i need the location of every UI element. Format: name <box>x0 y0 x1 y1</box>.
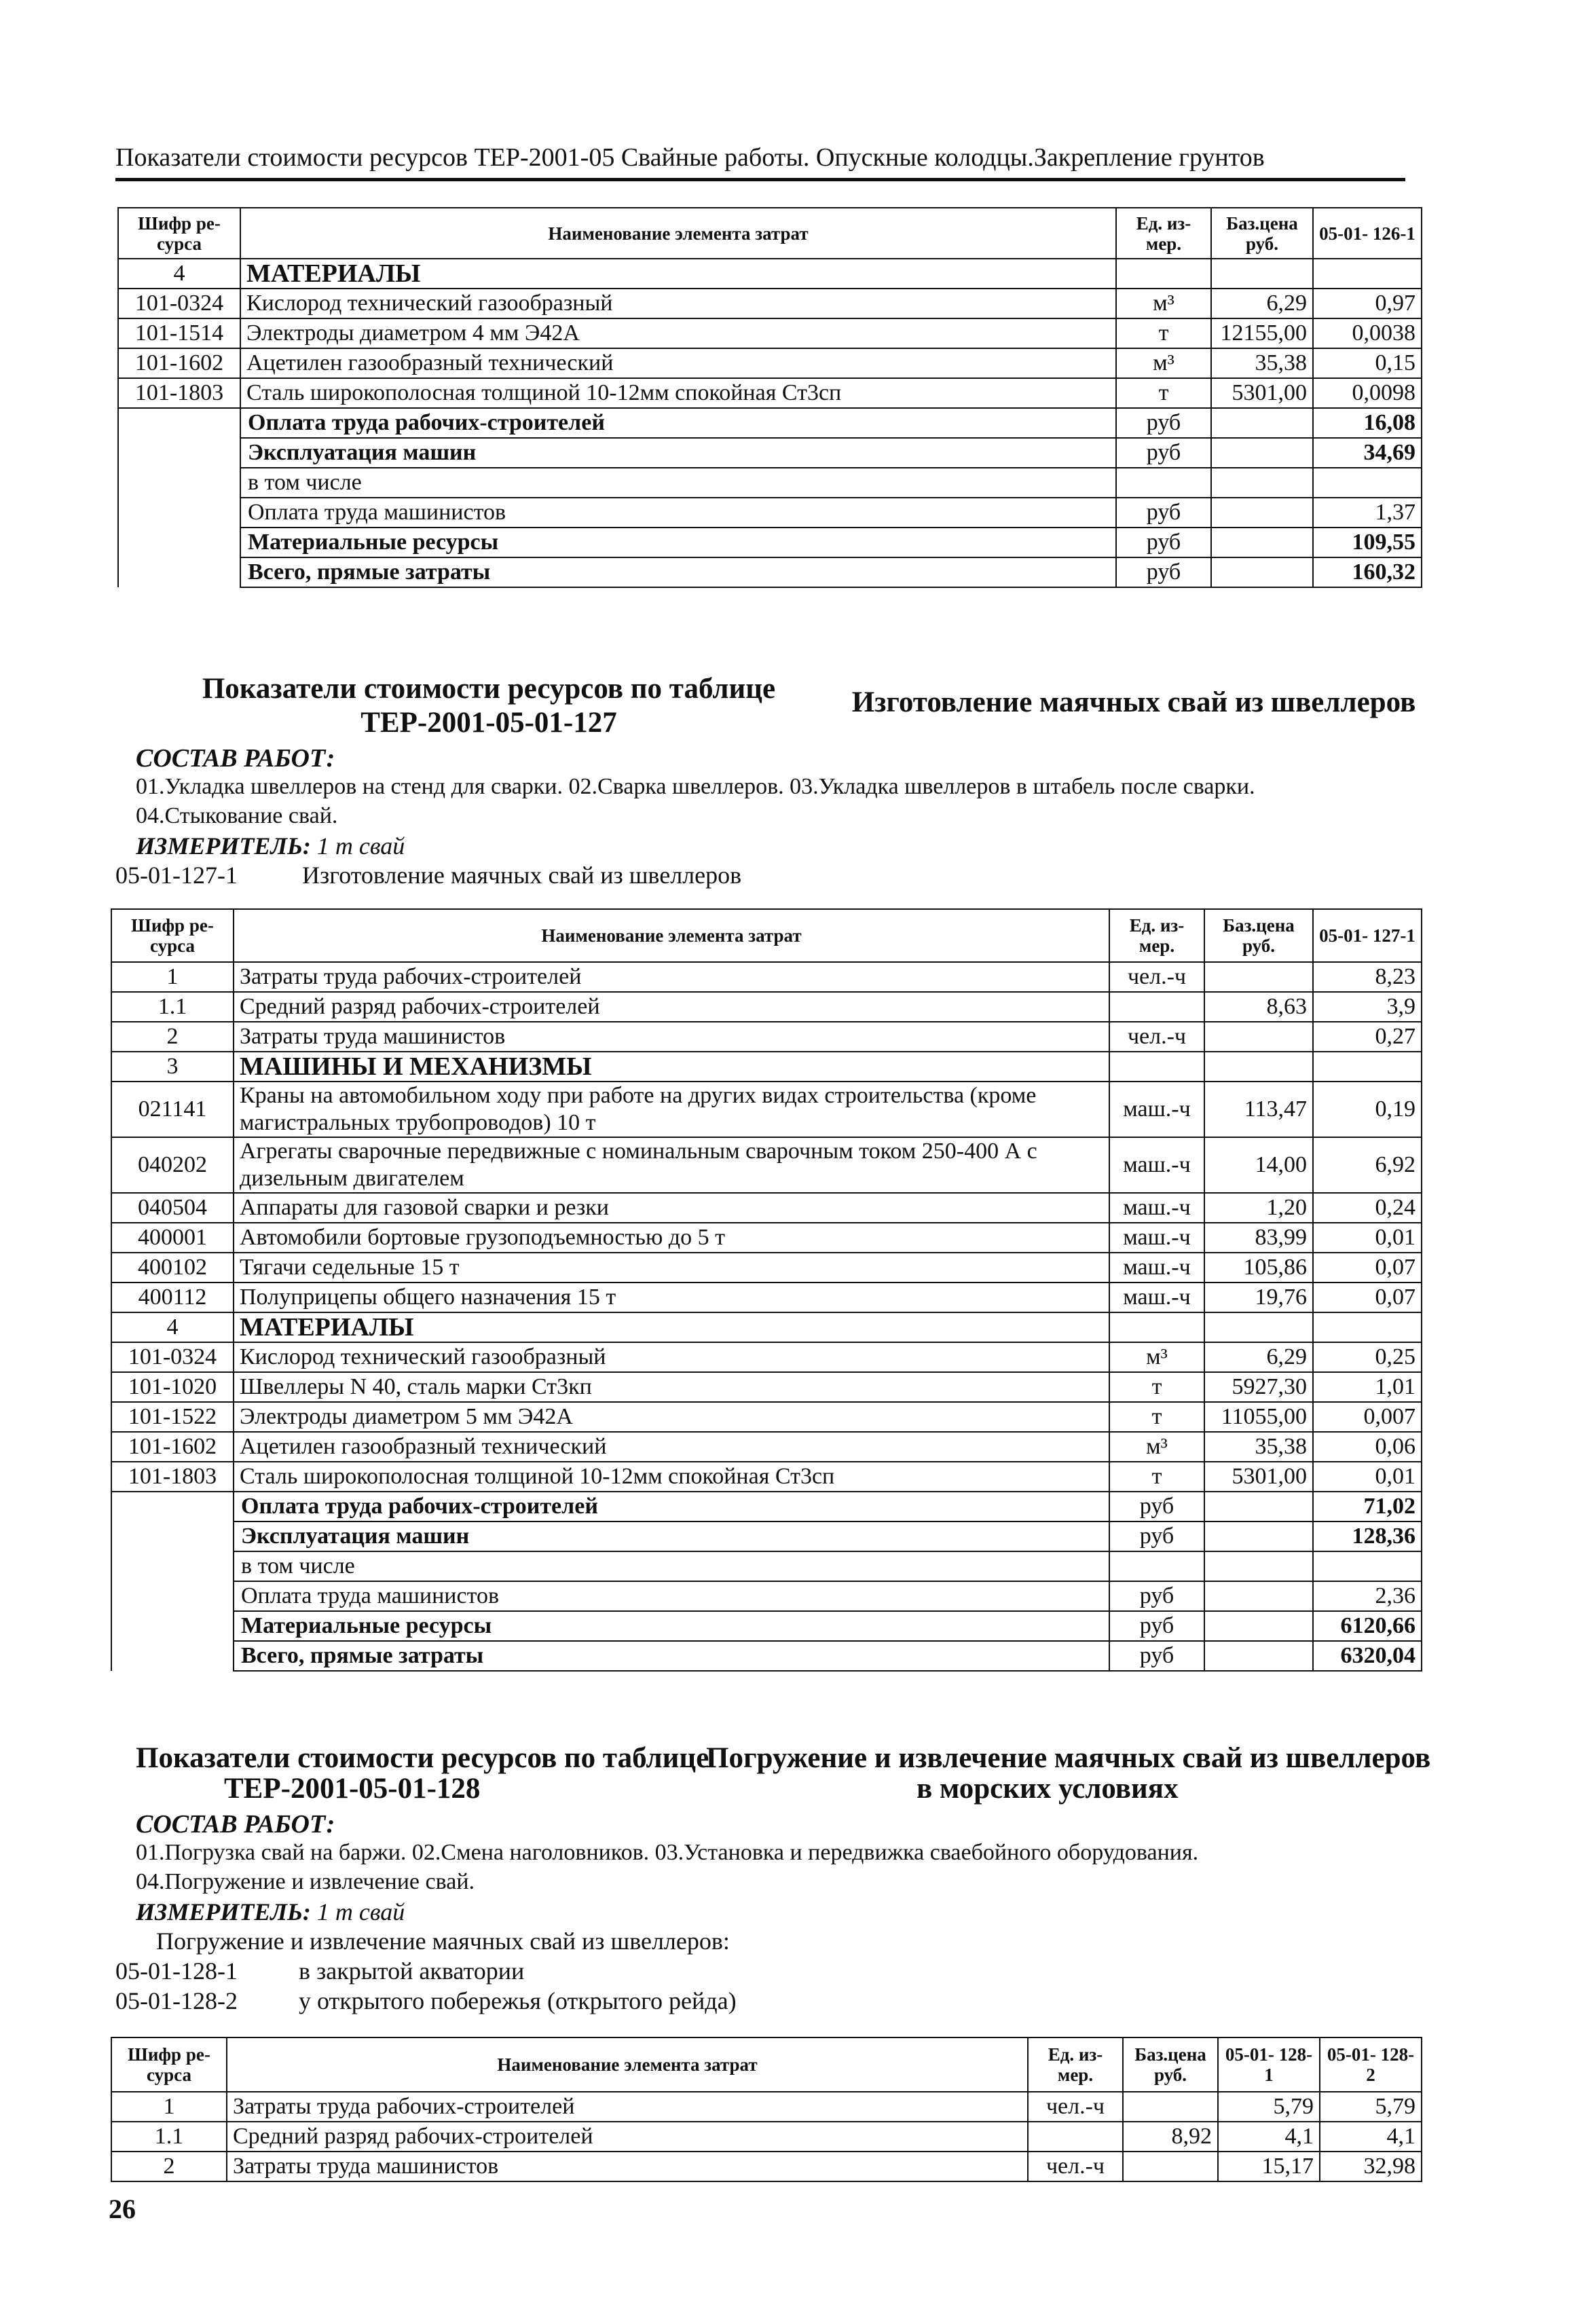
resource-value-1: 5,79 <box>1218 2092 1320 2122</box>
table-row <box>111 962 1422 992</box>
resource-name: Затраты труда машинистов <box>227 2152 1028 2181</box>
col-unit-header: Ед. из- мер. <box>1116 208 1211 259</box>
section-name: МАШИНЫ И МЕХАНИЗМЫ <box>234 1052 1109 1082</box>
resource-value: 3,9 <box>1313 992 1422 1022</box>
resource-unit: т <box>1116 318 1211 348</box>
summary-row <box>111 1492 1422 1521</box>
empty-cell <box>1313 1052 1422 1082</box>
resource-value-2: 5,79 <box>1320 2092 1422 2122</box>
summary-unit: руб <box>1109 1492 1204 1521</box>
resource-code: 101-1803 <box>111 1462 234 1492</box>
empty-cell <box>118 498 240 528</box>
empty-cell <box>1211 528 1313 557</box>
summary-unit: руб <box>1116 498 1211 528</box>
resource-price <box>1123 2152 1218 2181</box>
resource-price <box>1204 962 1313 992</box>
resource-unit: маш.-ч <box>1109 1137 1204 1193</box>
section-row <box>118 259 1422 289</box>
resource-price: 14,00 <box>1204 1137 1313 1193</box>
resource-unit: маш.-ч <box>1109 1082 1204 1137</box>
table-row <box>111 1342 1422 1372</box>
resource-name: Кислород технический газообразный <box>234 1342 1109 1372</box>
resource-value: 8,23 <box>1313 962 1422 992</box>
table-row <box>111 1372 1422 1402</box>
table-row <box>118 378 1422 408</box>
empty-cell <box>111 1521 234 1551</box>
summary-label: Всего, прямые затраты <box>240 557 1116 587</box>
resource-code: 040202 <box>111 1137 234 1193</box>
summary-unit: руб <box>1116 557 1211 587</box>
summary-row <box>111 1551 1422 1581</box>
empty-cell <box>118 438 240 468</box>
resource-unit: м³ <box>1109 1432 1204 1462</box>
section-127-variant-code: 05-01-127-1 <box>115 862 238 889</box>
resource-unit: чел.-ч <box>1109 962 1204 992</box>
empty-cell <box>1204 1492 1313 1521</box>
summary-unit: руб <box>1109 1521 1204 1551</box>
resource-code: 2 <box>111 2152 227 2181</box>
col-name-header: Наименование элемента затрат <box>227 2037 1028 2092</box>
empty-cell <box>118 557 240 587</box>
table-row <box>111 1283 1422 1312</box>
resource-name: Средний разряд рабочих-строителей <box>227 2122 1028 2152</box>
section-127-work-line2: 04.Стыкование свай. <box>136 803 338 828</box>
summary-row <box>118 438 1422 468</box>
section-name: МАТЕРИАЛЫ <box>234 1312 1109 1342</box>
col-value1-header: 05-01- 128-1 <box>1218 2037 1320 2092</box>
resource-table-126 <box>117 207 1422 588</box>
section-128-sostav-label: СОСТАВ РАБОТ: <box>136 1810 335 1839</box>
empty-cell <box>111 1492 234 1521</box>
col-code-header: Шифр ре- сурса <box>118 208 240 259</box>
resource-value: 0,97 <box>1313 289 1422 318</box>
section-128-variant-code-2: 05-01-128-2 <box>115 1987 238 2014</box>
summary-row <box>118 528 1422 557</box>
summary-value: 128,36 <box>1313 1521 1422 1551</box>
resource-unit: м³ <box>1109 1342 1204 1372</box>
header-rule <box>115 178 1405 181</box>
resource-price: 5301,00 <box>1204 1462 1313 1492</box>
resource-code: 1 <box>111 2092 227 2122</box>
empty-cell <box>1211 408 1313 438</box>
resource-price: 19,76 <box>1204 1283 1313 1312</box>
resource-unit: чел.-ч <box>1109 1022 1204 1052</box>
section-128-variant-name-1: в закрытой акватории <box>299 1957 525 1985</box>
resource-code: 400001 <box>111 1223 234 1253</box>
summary-value: 1,37 <box>1313 498 1422 528</box>
summary-label: Эксплуатация машин <box>234 1521 1109 1551</box>
section-127-title-left: Показатели стоимости ресурсов по таблице ТЕР-2001-05-01-127 <box>202 673 776 739</box>
resource-value: 0,24 <box>1313 1193 1422 1223</box>
empty-cell <box>1204 1581 1313 1611</box>
empty-cell <box>1211 557 1313 587</box>
resource-unit: маш.-ч <box>1109 1283 1204 1312</box>
resource-value: 0,0038 <box>1313 318 1422 348</box>
resource-price: 1,20 <box>1204 1193 1313 1223</box>
empty-cell <box>1204 1551 1313 1581</box>
col-name-header: Наименование элемента затрат <box>240 208 1116 259</box>
summary-label: Оплата труда рабочих-строителей <box>240 408 1116 438</box>
summary-unit: руб <box>1109 1611 1204 1641</box>
summary-value: 160,32 <box>1313 557 1422 587</box>
resource-price: 11055,00 <box>1204 1402 1313 1432</box>
summary-unit: руб <box>1116 528 1211 557</box>
summary-value: 71,02 <box>1313 1492 1422 1521</box>
resource-unit: м³ <box>1116 289 1211 318</box>
section-128-work-line2: 04.Погружение и извлечение свай. <box>136 1869 475 1894</box>
resource-price <box>1123 2092 1218 2122</box>
table-row <box>111 1193 1422 1223</box>
resource-price <box>1204 1022 1313 1052</box>
section-code: 4 <box>118 259 240 289</box>
resource-code: 400102 <box>111 1253 234 1283</box>
resource-value: 0,25 <box>1313 1342 1422 1372</box>
empty-cell <box>1204 1312 1313 1342</box>
section-code: 3 <box>111 1052 234 1082</box>
resource-code: 101-1602 <box>111 1432 234 1462</box>
empty-cell <box>1211 498 1313 528</box>
resource-unit: чел.-ч <box>1028 2092 1123 2122</box>
running-header: Показатели стоимости ресурсов ТЕР-2001-05 Свайные работы. Опускные колодцы.Закрепление грунтов <box>115 143 1265 172</box>
resource-price: 5301,00 <box>1211 378 1313 408</box>
summary-label: в том числе <box>234 1551 1109 1581</box>
empty-cell <box>1204 1611 1313 1641</box>
resource-name: Затраты труда рабочих-строителей <box>227 2092 1028 2122</box>
summary-row <box>118 468 1422 498</box>
section-127-measure-value: 1 т свай <box>316 832 405 860</box>
section-127-title-right: Изготовление маячных свай из швеллеров <box>851 686 1416 718</box>
section-128-title-left-1: Показатели стоимости ресурсов по таблице <box>136 1742 709 1774</box>
summary-unit: руб <box>1109 1581 1204 1611</box>
resource-price: 8,63 <box>1204 992 1313 1022</box>
table-row <box>111 1223 1422 1253</box>
resource-name: Краны на автомобильном ходу при работе на других видах строительства (кроме магистральных трубопроводов) 10 т <box>234 1082 1109 1137</box>
table-row <box>111 1137 1422 1193</box>
table-row <box>111 1402 1422 1432</box>
page-number: 26 <box>109 2194 136 2224</box>
section-row <box>111 1312 1422 1342</box>
resource-code: 101-1522 <box>111 1402 234 1432</box>
resource-code: 040504 <box>111 1193 234 1223</box>
col-code-header: Шифр ре- сурса <box>111 2037 227 2092</box>
resource-name: Затраты труда рабочих-строителей <box>234 962 1109 992</box>
resource-price: 105,86 <box>1204 1253 1313 1283</box>
resource-name: Ацетилен газообразный технический <box>234 1432 1109 1462</box>
resource-value: 0,15 <box>1313 348 1422 378</box>
resource-code: 101-1020 <box>111 1372 234 1402</box>
summary-value: 2,36 <box>1313 1581 1422 1611</box>
summary-value: 16,08 <box>1313 408 1422 438</box>
resource-price: 83,99 <box>1204 1223 1313 1253</box>
section-127-sostav-label: СОСТАВ РАБОТ: <box>136 744 335 773</box>
empty-cell <box>1211 468 1313 498</box>
table-row <box>111 2152 1422 2181</box>
empty-cell <box>1116 259 1211 289</box>
resource-code: 101-0324 <box>118 289 240 318</box>
section-128-title-right-2: в морских условиях <box>917 1773 1179 1805</box>
empty-cell <box>111 1581 234 1611</box>
table-row <box>111 1082 1422 1137</box>
resource-code: 1.1 <box>111 2122 227 2152</box>
section-name: МАТЕРИАЛЫ <box>240 259 1116 289</box>
summary-row <box>111 1611 1422 1641</box>
section-127-measure <box>136 832 405 860</box>
resource-price: 113,47 <box>1204 1082 1313 1137</box>
resource-name: Сталь широкополосная толщиной 10-12мм спокойная Ст3сп <box>240 378 1116 408</box>
section-127-measure-label: ИЗМЕРИТЕЛЬ: <box>136 832 311 860</box>
summary-unit: руб <box>1116 438 1211 468</box>
col-price-header: Баз.цена руб. <box>1204 909 1313 962</box>
section-127-variant-name: Изготовление маячных свай из швеллеров <box>302 862 742 889</box>
resource-value: 0,0098 <box>1313 378 1422 408</box>
section-128-work-line1: 01.Погрузка свай на баржи. 02.Смена наголовников. 03.Установка и передвижка сваебойного оборудования. <box>136 1840 1199 1865</box>
col-value-header: 05-01- 127-1 <box>1313 909 1422 962</box>
section-128-variant-code-1: 05-01-128-1 <box>115 1957 238 1985</box>
resource-unit <box>1109 992 1204 1022</box>
resource-name: Электроды диаметром 5 мм Э42А <box>234 1402 1109 1432</box>
table-row <box>118 348 1422 378</box>
col-name-header: Наименование элемента затрат <box>234 909 1109 962</box>
resource-name: Сталь широкополосная толщиной 10-12мм спокойная Ст3сп <box>234 1462 1109 1492</box>
table-row <box>111 1432 1422 1462</box>
summary-unit: руб <box>1116 408 1211 438</box>
empty-cell <box>118 408 240 438</box>
empty-cell <box>111 1611 234 1641</box>
empty-cell <box>1211 438 1313 468</box>
col-unit-header: Ед. из- мер. <box>1028 2037 1123 2092</box>
resource-value: 6,92 <box>1313 1137 1422 1193</box>
resource-value: 1,01 <box>1313 1372 1422 1402</box>
resource-price: 12155,00 <box>1211 318 1313 348</box>
summary-row <box>111 1641 1422 1671</box>
summary-value: 6120,66 <box>1313 1611 1422 1641</box>
resource-unit: маш.-ч <box>1109 1253 1204 1283</box>
table-row <box>118 318 1422 348</box>
summary-label: в том числе <box>240 468 1116 498</box>
resource-value: 0,007 <box>1313 1402 1422 1432</box>
resource-table-128 <box>111 2037 1422 2182</box>
summary-unit <box>1109 1551 1204 1581</box>
table-row <box>111 1462 1422 1492</box>
section-128-intro: Погружение и извлечение маячных свай из швеллеров: <box>156 1928 730 1955</box>
resource-code: 1 <box>111 962 234 992</box>
resource-value: 0,07 <box>1313 1253 1422 1283</box>
resource-name: Швеллеры N 40, сталь марки Ст3кп <box>234 1372 1109 1402</box>
summary-label: Оплата труда машинистов <box>234 1581 1109 1611</box>
table-row <box>111 2122 1422 2152</box>
empty-cell <box>1109 1052 1204 1082</box>
resource-price: 35,38 <box>1211 348 1313 378</box>
resource-code: 2 <box>111 1022 234 1052</box>
empty-cell <box>118 528 240 557</box>
summary-value: 109,55 <box>1313 528 1422 557</box>
table-row <box>111 2092 1422 2122</box>
section-128-measure-value: 1 т свай <box>316 1898 405 1925</box>
resource-code: 021141 <box>111 1082 234 1137</box>
section-128-title-right-1: Погружение и извлечение маячных свай из швеллеров <box>706 1742 1431 1774</box>
resource-unit: м³ <box>1116 348 1211 378</box>
section-128-variant-name-2: у открытого побережья (открытого рейда) <box>299 1987 737 2014</box>
col-price-header: Баз.цена руб. <box>1123 2037 1218 2092</box>
resource-name: Полуприцепы общего назначения 15 т <box>234 1283 1109 1312</box>
resource-code: 101-0324 <box>111 1342 234 1372</box>
resource-value-2: 4,1 <box>1320 2122 1422 2152</box>
resource-code: 101-1803 <box>118 378 240 408</box>
resource-unit: маш.-ч <box>1109 1223 1204 1253</box>
col-price-header: Баз.цена руб. <box>1211 208 1313 259</box>
resource-value: 0,01 <box>1313 1223 1422 1253</box>
col-unit-header: Ед. из- мер. <box>1109 909 1204 962</box>
resource-code: 400112 <box>111 1283 234 1312</box>
summary-label: Всего, прямые затраты <box>234 1641 1109 1671</box>
empty-cell <box>1313 259 1422 289</box>
section-128-measure <box>136 1898 405 1926</box>
resource-price: 6,29 <box>1211 289 1313 318</box>
empty-cell <box>111 1551 234 1581</box>
resource-unit <box>1028 2122 1123 2152</box>
resource-unit: т <box>1109 1372 1204 1402</box>
resource-value: 0,27 <box>1313 1022 1422 1052</box>
summary-label: Материальные ресурсы <box>234 1611 1109 1641</box>
summary-label: Материальные ресурсы <box>240 528 1116 557</box>
empty-cell <box>1204 1641 1313 1671</box>
resource-unit: т <box>1109 1402 1204 1432</box>
summary-value: 34,69 <box>1313 438 1422 468</box>
resource-name: Кислород технический газообразный <box>240 289 1116 318</box>
col-code-header: Шифр ре- сурса <box>111 909 234 962</box>
resource-code: 101-1602 <box>118 348 240 378</box>
resource-unit: т <box>1109 1462 1204 1492</box>
resource-name: Затраты труда машинистов <box>234 1022 1109 1052</box>
resource-unit: маш.-ч <box>1109 1193 1204 1223</box>
resource-value: 0,06 <box>1313 1432 1422 1462</box>
resource-value-2: 32,98 <box>1320 2152 1422 2181</box>
resource-name: Автомобили бортовые грузоподъемностью до 5 т <box>234 1223 1109 1253</box>
summary-row <box>118 557 1422 587</box>
summary-unit <box>1116 468 1211 498</box>
resource-name: Тягачи седельные 15 т <box>234 1253 1109 1283</box>
resource-name: Ацетилен газообразный технический <box>240 348 1116 378</box>
col-value2-header: 05-01- 128-2 <box>1320 2037 1422 2092</box>
resource-value-1: 15,17 <box>1218 2152 1320 2181</box>
resource-unit: чел.-ч <box>1028 2152 1123 2181</box>
empty-cell <box>1204 1052 1313 1082</box>
section-row <box>111 1052 1422 1082</box>
resource-price: 6,29 <box>1204 1342 1313 1372</box>
resource-value: 0,07 <box>1313 1283 1422 1312</box>
section-128-measure-label: ИЗМЕРИТЕЛЬ: <box>136 1898 311 1925</box>
empty-cell <box>1204 1521 1313 1551</box>
resource-name: Агрегаты сварочные передвижные с номинальным сварочным током 250-400 А с дизельным двигателем <box>234 1137 1109 1193</box>
summary-label: Эксплуатация машин <box>240 438 1116 468</box>
resource-code: 1.1 <box>111 992 234 1022</box>
resource-value-1: 4,1 <box>1218 2122 1320 2152</box>
table-row <box>118 289 1422 318</box>
resource-price: 5927,30 <box>1204 1372 1313 1402</box>
empty-cell <box>1109 1312 1204 1342</box>
resource-value: 0,19 <box>1313 1082 1422 1137</box>
resource-price: 8,92 <box>1123 2122 1218 2152</box>
summary-row <box>118 408 1422 438</box>
section-code: 4 <box>111 1312 234 1342</box>
resource-name: Электроды диаметром 4 мм Э42А <box>240 318 1116 348</box>
resource-value: 0,01 <box>1313 1462 1422 1492</box>
summary-value <box>1313 1551 1422 1581</box>
summary-unit: руб <box>1109 1641 1204 1671</box>
summary-value <box>1313 468 1422 498</box>
table-row <box>111 1022 1422 1052</box>
resource-name: Аппараты для газовой сварки и резки <box>234 1193 1109 1223</box>
col-value-header: 05-01- 126-1 <box>1313 208 1422 259</box>
empty-cell <box>1211 259 1313 289</box>
resource-unit: т <box>1116 378 1211 408</box>
resource-price: 35,38 <box>1204 1432 1313 1462</box>
table-row <box>111 1253 1422 1283</box>
summary-label: Оплата труда рабочих-строителей <box>234 1492 1109 1521</box>
empty-cell <box>1313 1312 1422 1342</box>
summary-label: Оплата труда машинистов <box>240 498 1116 528</box>
section-128-title-left-2: ТЕР-2001-05-01-128 <box>224 1773 481 1805</box>
resource-name: Средний разряд рабочих-строителей <box>234 992 1109 1022</box>
empty-cell <box>118 468 240 498</box>
summary-row <box>111 1521 1422 1551</box>
resource-code: 101-1514 <box>118 318 240 348</box>
table-row <box>111 992 1422 1022</box>
summary-value: 6320,04 <box>1313 1641 1422 1671</box>
resource-table-127 <box>111 908 1422 1672</box>
summary-row <box>118 498 1422 528</box>
section-127-work-line1: 01.Укладка швеллеров на стенд для сварки. 02.Сварка швеллеров. 03.Укладка швеллеров в штабель после сварки. <box>136 774 1255 799</box>
summary-row <box>111 1581 1422 1611</box>
empty-cell <box>111 1641 234 1671</box>
